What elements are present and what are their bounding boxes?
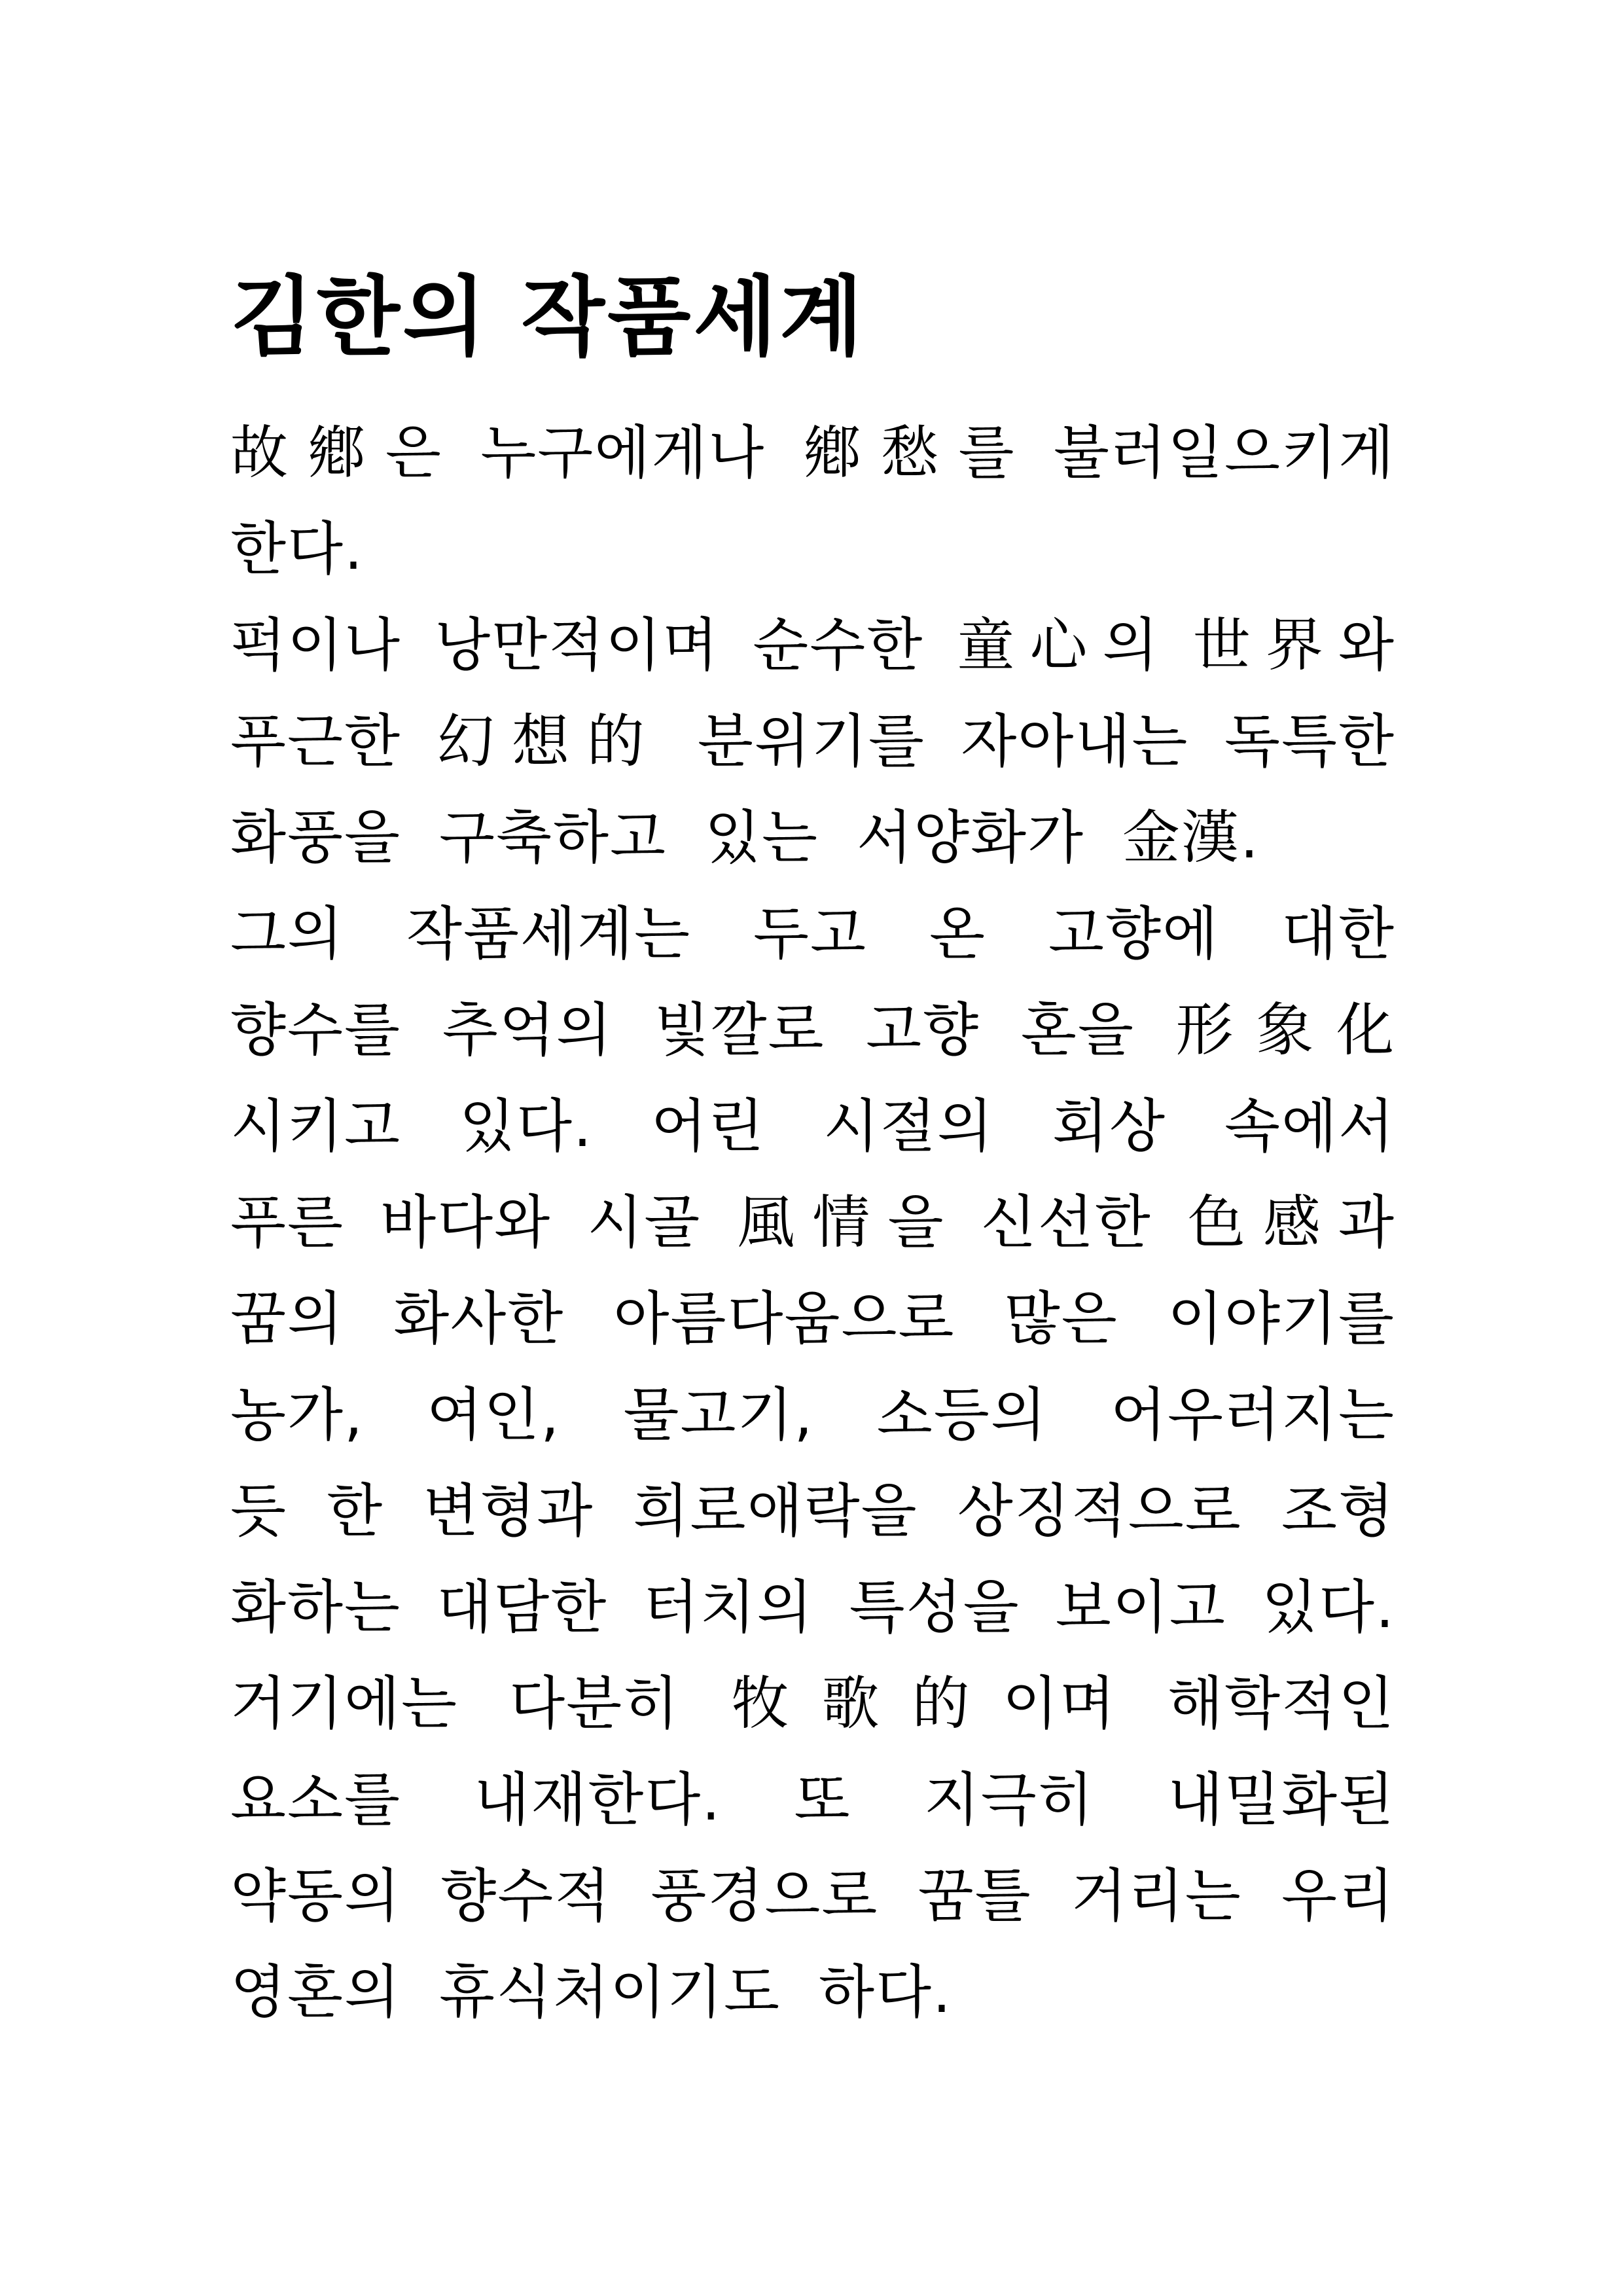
- text-line: 영혼의 휴식처이기도 하다.: [230, 1958, 953, 2026]
- text-line: 화하는 대담한 터치의 특성을 보이고 있다.: [230, 1573, 1395, 1641]
- text-line: 요소를 내재한다. 또 지극히 내밀화된: [230, 1766, 1395, 1833]
- text-line: 퍽이나 낭만적이며 순수한 童心의 世界와: [230, 611, 1395, 679]
- document-body: [230, 404, 1395, 2040]
- text-line: 향수를 추억의 빛깔로 고향 혼을 形象化: [230, 996, 1395, 1064]
- text-line: 약동의 향수적 풍경으로 꿈틀 거리는 우리: [230, 1862, 1395, 1929]
- text-line: 푸근한 幻想的 분위기를 자아내는 독특한: [230, 708, 1395, 775]
- document-title: 김한의 작품세계: [230, 267, 866, 368]
- text-line: 故鄕은 누구에게나 鄕愁를 불러일으키게: [230, 419, 1395, 486]
- text-line: 화풍을 구축하고 있는 서양화가 金漢.: [230, 804, 1260, 871]
- text-line: 거기에는 다분히 牧歌的이며 해학적인: [230, 1670, 1395, 1737]
- text-line: 꿈의 화사한 아름다움으로 많은 이야기를: [230, 1285, 1395, 1352]
- text-line: 시키고 있다. 어린 시절의 회상 속에서: [230, 1092, 1395, 1160]
- text-line: 그의 작품세계는 두고 온 고향에 대한: [230, 900, 1395, 967]
- text-line: 한다.: [230, 515, 364, 583]
- text-line: 푸른 바다와 시골 風情을 신선한 色感과: [230, 1189, 1395, 1256]
- text-line: 듯 한 변형과 희로애락을 상징적으로 조형: [230, 1477, 1395, 1545]
- text-line: 농가, 여인, 물고기, 소등의 어우러지는: [230, 1381, 1395, 1448]
